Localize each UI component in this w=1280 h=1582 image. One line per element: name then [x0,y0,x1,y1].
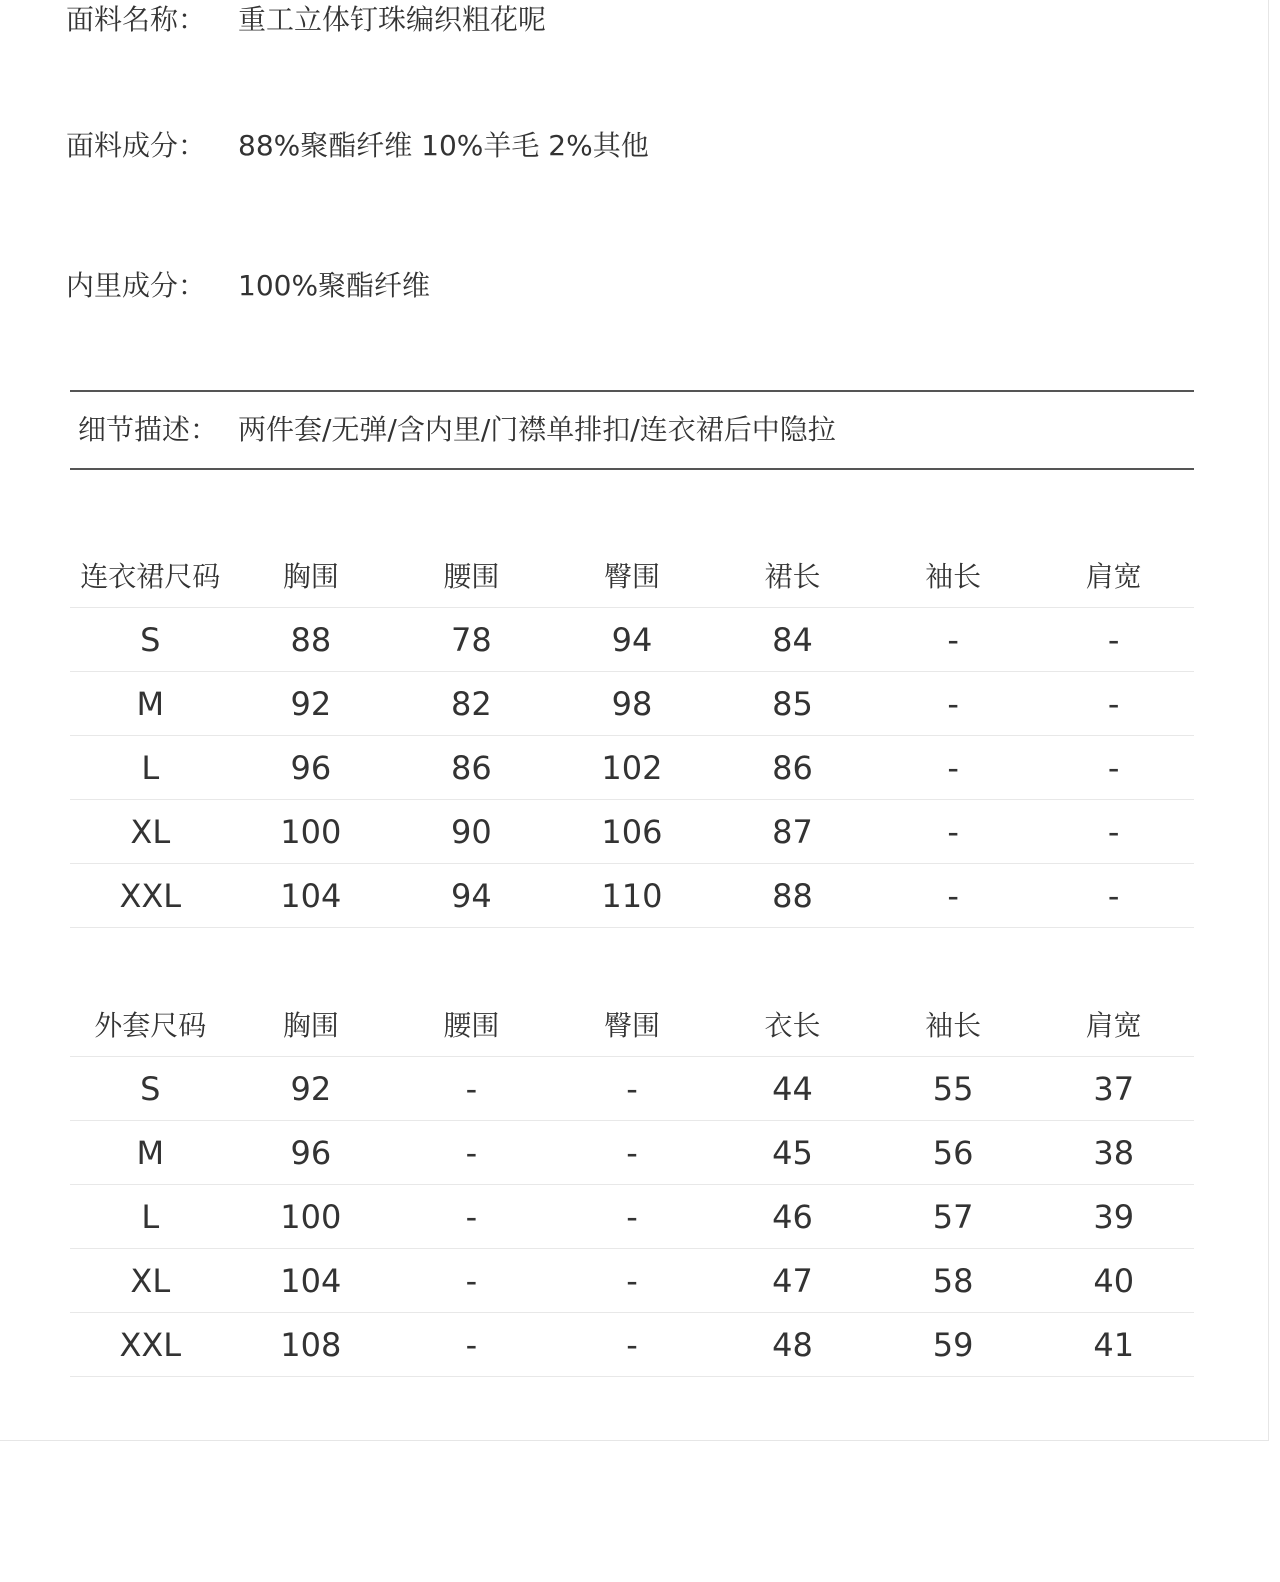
waist-cell: 82 [391,672,552,736]
waist-cell: 90 [391,800,552,864]
coat-header-length: 衣长 [712,992,873,1057]
lining-composition-row [66,266,430,306]
length-cell: 47 [712,1249,873,1313]
sleeve-cell: 58 [873,1249,1034,1313]
divider-bottom [70,468,1194,470]
hip-cell: 94 [552,608,713,672]
bust-cell: 88 [231,608,392,672]
coat-size-table [70,992,1194,1377]
waist-cell: - [391,1185,552,1249]
detail-description-row [78,410,836,450]
coat-header-waist: 腰围 [391,992,552,1057]
bust-cell: 96 [231,736,392,800]
waist-cell: - [391,1057,552,1121]
bust-cell: 96 [231,1121,392,1185]
size-cell: XL [70,800,231,864]
size-cell: S [70,608,231,672]
coat-header-hip: 臀围 [552,992,713,1057]
length-cell: 46 [712,1185,873,1249]
table-row [70,608,1194,672]
hip-cell: 106 [552,800,713,864]
bust-cell: 92 [231,1057,392,1121]
waist-cell: 78 [391,608,552,672]
hip-cell: 110 [552,864,713,928]
table-row [70,672,1194,736]
bust-cell: 108 [231,1313,392,1377]
table-row [70,1057,1194,1121]
lining-composition-value: 100%聚酯纤维 [238,269,431,302]
shoulder-cell: 40 [1033,1249,1194,1313]
shoulder-cell: 38 [1033,1121,1194,1185]
length-cell: 84 [712,608,873,672]
length-cell: 45 [712,1121,873,1185]
sleeve-cell: - [873,864,1034,928]
size-cell: XL [70,1249,231,1313]
fabric-composition-label: 面料成分： [66,129,207,162]
coat-header-bust: 胸围 [231,992,392,1057]
sleeve-cell: 59 [873,1313,1034,1377]
detail-description-label: 细节描述： [78,413,219,446]
fabric-name-label: 面料名称： [66,3,207,36]
dress-header-sleeve: 袖长 [873,543,1034,608]
sleeve-cell: 55 [873,1057,1034,1121]
fabric-composition-row [66,126,649,166]
bust-cell: 100 [231,1185,392,1249]
size-cell: S [70,1057,231,1121]
shoulder-cell: - [1033,608,1194,672]
shoulder-cell: 41 [1033,1313,1194,1377]
dress-header-bust: 胸围 [231,543,392,608]
hip-cell: - [552,1185,713,1249]
waist-cell: - [391,1249,552,1313]
dress-header-waist: 腰围 [391,543,552,608]
hip-cell: 98 [552,672,713,736]
table-row [70,1121,1194,1185]
size-cell: M [70,672,231,736]
hip-cell: - [552,1057,713,1121]
table-row [70,736,1194,800]
sleeve-cell: - [873,736,1034,800]
bust-cell: 104 [231,1249,392,1313]
detail-description-value: 两件套/无弹/含内里/门襟单排扣/连衣裙后中隐拉 [238,413,836,446]
table-row [70,1313,1194,1377]
size-cell: L [70,1185,231,1249]
size-cell: M [70,1121,231,1185]
fabric-composition-value: 88%聚酯纤维 10%羊毛 2%其他 [238,129,649,162]
length-cell: 88 [712,864,873,928]
bust-cell: 100 [231,800,392,864]
fabric-name-row [66,0,546,40]
waist-cell: 86 [391,736,552,800]
length-cell: 87 [712,800,873,864]
sleeve-cell: - [873,800,1034,864]
shoulder-cell: - [1033,736,1194,800]
size-cell: L [70,736,231,800]
coat-header-size: 外套尺码 [70,992,231,1057]
size-cell: XXL [70,1313,231,1377]
divider-top [70,390,1194,392]
dress-header-length: 裙长 [712,543,873,608]
length-cell: 85 [712,672,873,736]
bust-cell: 92 [231,672,392,736]
coat-header-shoulder: 肩宽 [1033,992,1194,1057]
coat-size-header-row [70,992,1194,1057]
lining-composition-label: 内里成分： [66,269,207,302]
shoulder-cell: 39 [1033,1185,1194,1249]
shoulder-cell: - [1033,864,1194,928]
waist-cell: - [391,1121,552,1185]
dress-size-header-row [70,543,1194,608]
table-row [70,1249,1194,1313]
hip-cell: - [552,1249,713,1313]
length-cell: 86 [712,736,873,800]
sleeve-cell: 57 [873,1185,1034,1249]
hip-cell: - [552,1121,713,1185]
dress-header-size: 连衣裙尺码 [70,543,231,608]
size-cell: XXL [70,864,231,928]
sleeve-cell: 56 [873,1121,1034,1185]
table-row [70,1185,1194,1249]
dress-size-table [70,543,1194,928]
length-cell: 48 [712,1313,873,1377]
waist-cell: 94 [391,864,552,928]
dress-header-hip: 臀围 [552,543,713,608]
sleeve-cell: - [873,672,1034,736]
table-row [70,864,1194,928]
shoulder-cell: - [1033,800,1194,864]
shoulder-cell: 37 [1033,1057,1194,1121]
waist-cell: - [391,1313,552,1377]
table-row [70,800,1194,864]
shoulder-cell: - [1033,672,1194,736]
hip-cell: 102 [552,736,713,800]
dress-header-shoulder: 肩宽 [1033,543,1194,608]
length-cell: 44 [712,1057,873,1121]
sleeve-cell: - [873,608,1034,672]
bust-cell: 104 [231,864,392,928]
coat-header-sleeve: 袖长 [873,992,1034,1057]
fabric-name-value: 重工立体钉珠编织粗花呢 [238,3,547,36]
hip-cell: - [552,1313,713,1377]
